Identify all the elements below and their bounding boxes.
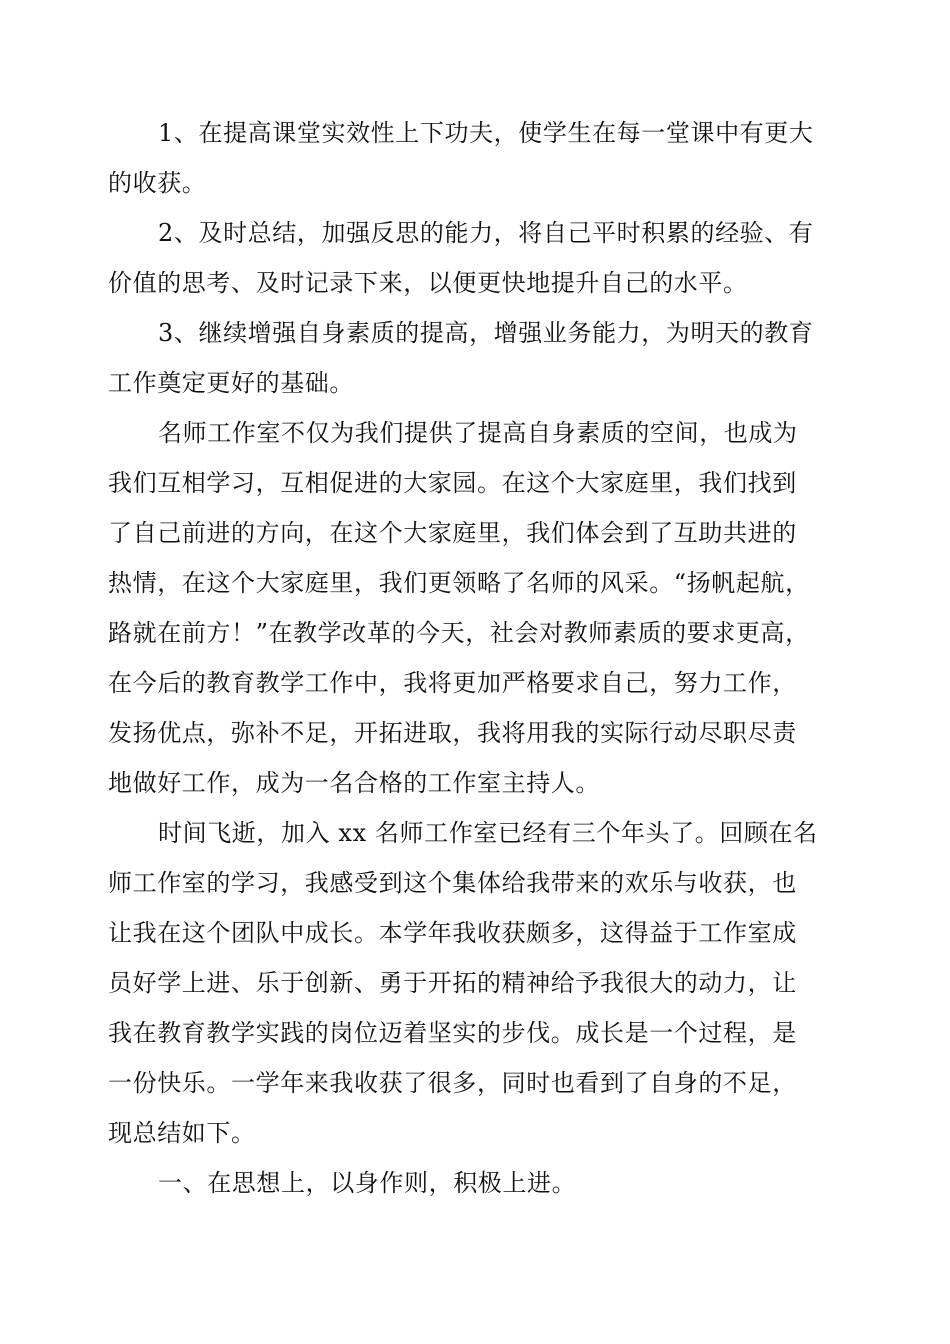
text-line: 了自己前进的方向，在这个大家庭里，我们体会到了互助共进的 bbox=[108, 519, 797, 547]
text-line: 在今后的教育教学工作中，我将更加严格要求自己，努力工作， bbox=[108, 669, 797, 697]
text-line: 2、及时总结，加强反思的能力，将自己平时积累的经验、有 bbox=[158, 219, 814, 247]
text-line: 师工作室的学习，我感受到这个集体给我带来的欢乐与收获，也 bbox=[108, 869, 797, 897]
text-line: 一、在思想上，以身作则，积极上进。 bbox=[158, 1169, 577, 1197]
text-line: 员好学上进、乐于创新、勇于开拓的精神给予我很大的动力，让 bbox=[108, 969, 797, 997]
text-line: 名师工作室不仅为我们提供了提高自身素质的空间，也成为 bbox=[158, 419, 798, 447]
text-line: 现总结如下。 bbox=[108, 1119, 256, 1147]
text-line: 路就在前方！”在教学改革的今天，社会对教师素质的要求更高， bbox=[108, 619, 810, 647]
text-line: 地做好工作，成为一名合格的工作室主持人。 bbox=[108, 769, 600, 797]
text-line: 热情，在这个大家庭里，我们更领略了名师的风采。“扬帆起航， bbox=[108, 569, 810, 597]
text-line: 一份快乐。一学年来我收获了很多，同时也看到了自身的不足， bbox=[108, 1069, 797, 1097]
text-line: 我们互相学习，互相促进的大家园。在这个大家庭里，我们找到 bbox=[108, 469, 797, 497]
text-line: 让我在这个团队中成长。本学年我收获颇多，这得益于工作室成 bbox=[108, 919, 797, 947]
text-line: 我在教育教学实践的岗位迈着坚实的步伐。成长是一个过程，是 bbox=[108, 1019, 797, 1047]
text-line: 发扬优点，弥补不足，开拓进取，我将用我的实际行动尽职尽责 bbox=[108, 719, 797, 747]
text-line: 工作奠定更好的基础。 bbox=[108, 369, 354, 397]
text-line: 3、继续增强自身素质的提高，增强业务能力，为明天的教育 bbox=[158, 319, 814, 347]
text-line: 价值的思考、及时记录下来，以便更快地提升自己的水平。 bbox=[108, 269, 748, 297]
text-line: 时间飞逝，加入 xx 名师工作室已经有三个年头了。回顾在名 bbox=[158, 819, 818, 847]
text-line: 1、在提高课堂实效性上下功夫，使学生在每一堂课中有更大 bbox=[158, 119, 814, 147]
text-line: 的收获。 bbox=[108, 169, 207, 197]
